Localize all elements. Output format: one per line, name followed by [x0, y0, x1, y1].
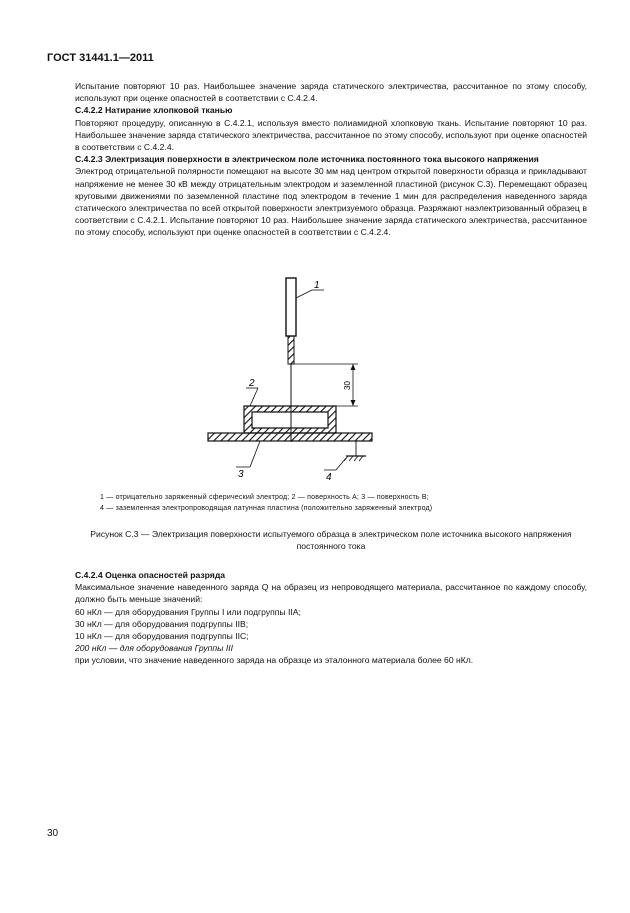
label-3: 3	[238, 469, 244, 480]
figure-caption: Рисунок С.3 — Электризация поверхности испытуемого образца в электрическом поле источника высокого напряжения постоянного тока	[90, 529, 572, 551]
grounded-plate	[208, 433, 372, 441]
paragraph-1: Испытание повторяют 10 раз. Наибольшее значение заряда статического электричества, рассчитанное по этому способу, используют при оценке опасностей в соответствии с С.4.2.4.	[75, 81, 587, 104]
specimen	[244, 406, 336, 433]
legend-line-2: 4 — заземленная электропроводящая латунная пластина (положительно заряженный электрод)	[100, 505, 433, 512]
section-heading-c422: С.4.2.2 Натирание хлопковой тканью	[75, 105, 233, 116]
electrode-tip	[288, 336, 294, 364]
dimension-30: 30	[343, 381, 352, 390]
paragraph-outro: при условии, что значение наведенного заряда на образце из эталонного материала более 60 нКл.	[75, 655, 474, 666]
paragraph-3: Электрод отрицательной полярности помещают на высоте 30 мм над центром открытой поверхности образца и прикладывают напряжение не менее 30 кВ между отрицательным электродом и заземленной пластиной (рисунок С.3). Перемещают образец круговыми движениями по заземленной пластине под электродом в течение 1 мин для распределения наведенного заряда статического электричества по всей открытой поверхности электризуемого образца. Разряжают наэлектризованный образец в соответствии с С.4.2.1. Испытание повторяют 10 раз. Наибольшее значение заряда статического электричества, рассчитанное по этому способу, используют при оценке опасностей в соответствии с С.4.2.4.	[75, 166, 587, 238]
section-heading-c423: С.4.2.3 Электризация поверхности в электрическом поле источника постоянного тока высокого напряжения	[75, 154, 539, 165]
legend-line-1: 1 — отрицательно заряженный сферический электрод; 2 — поверхность А; 3 — поверхность В;	[100, 494, 429, 501]
list-item: 30 нКл — для оборудования подгруппы IIВ;	[75, 618, 249, 629]
list-item: 200 нКл — для оборудования Группы III	[75, 643, 234, 654]
label-1: 1	[314, 280, 320, 291]
section-heading-c424: С.4.2.4 Оценка опасностей разряда	[75, 570, 226, 580]
paragraph-2: Повторяют процедуру, описанную в С.4.2.1, используя вместо полиамидной хлопковую ткань. Испытание повторяют 10 раз. Наибольшее значение заряда статического электричества, рассчитанное по этому способу, используют при оценке опасностей в соответствии с С.4.2.4.	[75, 117, 587, 153]
document-header: ГОСТ 31441.1—2011	[47, 52, 154, 64]
electrode-body	[286, 278, 296, 336]
list-item: 60 нКл — для оборудования Группы I или подгруппы IIА;	[75, 606, 301, 617]
page-number: 30	[47, 828, 59, 839]
figure-c3-diagram	[200, 270, 400, 490]
figure-legend	[100, 492, 540, 514]
body-block-1	[75, 80, 587, 239]
list-item: 10 нКл — для оборудования подгруппы IIС;	[75, 631, 249, 642]
paragraph-intro: Максимальное значение наведенного заряда Q на образец из непроводящего материала, рассчитанное по каждому способу, должно быть меньше значений:	[75, 582, 587, 605]
body-block-2	[75, 569, 587, 667]
label-4: 4	[326, 472, 332, 483]
label-2: 2	[249, 378, 255, 389]
